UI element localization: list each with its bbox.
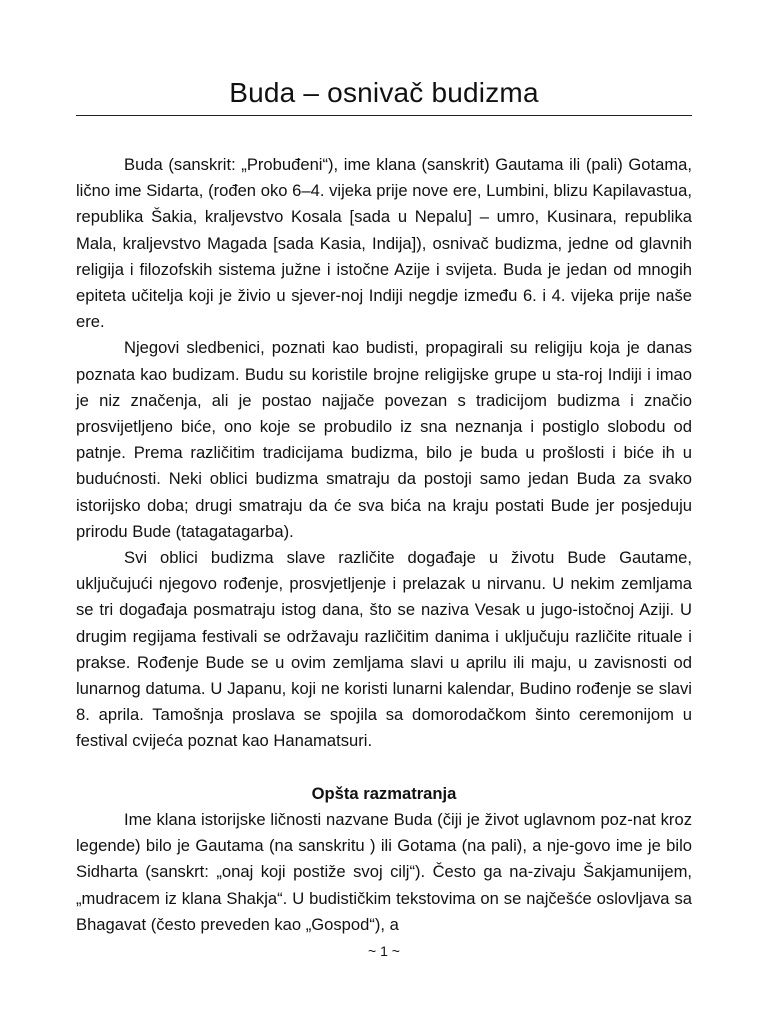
paragraph-1: Buda (sanskrit: „Probuđeni“), ime klana (sanskrit) Gautama ili (pali) Gotama, lično ime Sidarta, (rođen oko 6–4. vijeka prije nove ere, Lumbini, blizu Kapilavastua, republika Šakia, kraljevstvo Kosala [sada u Nepalu] – umro, Kusinara, republika Mala, kraljevstvo Magada [sada Kasia, Indija]), osnivač budizma, jedne od glavnih religija i filozofskih sistema južne i istočne Azije i svijeta. Buda je jedan od mnogih epiteta učitelja koji je živio u sjever-noj Indiji negdje između 6. i 4. vijeka prije naše ere. [76,155,692,332]
title-underline [76,115,692,116]
section-spacer [76,755,692,781]
paragraph-3: Svi oblici budizma slave različite događaje u životu Bude Gautame, uključujući njegovo rođenje, prosvjetljenje i prelazak u nirvanu. U nekim zemljama se tri događaja posmatraju istog dana, što se naziva Vesak u jugo-istočnoj Aziji. U drugim regijama festivali se održavaju različitim danima i uključuju različite rituale i prakse. Rođenje Bude se u ovim zemljama slavi u aprilu ili maju, u zavisnosti od lunarnog datuma. U Japanu, koji ne koristi lunarni kalendar, Budino rođenje se slavi 8. aprila. Tamošnja proslava se spojila sa domorodačkom šinto ceremonijom u festival cvijeća poznat kao Hanamatsuri. [76,548,692,751]
page-number: ~ 1 ~ [368,943,400,959]
section-heading: Opšta razmatranja [311,783,457,803]
page-title: Buda – osnivač budizma [229,77,539,108]
document-body [76,152,692,938]
document-page [76,0,692,1024]
section-paragraph-1: Ime klana istorijske ličnosti nazvane Buda (čiji je život uglavnom poz-nat kroz legende) bilo je Gautama (na sanskritu ) ili Gotama (na pali), a nje-govo ime je bilo Sidharta (sanskrt: „onaj koji postiže svoj cilj“). Često ga na-zivaju Šakjamunijem, „mudracem iz klana Shakja“. U budističkim tekstovima on se najčešće oslovljava sa Bhagavat (često preveden kao „Gospod“), a [76,810,692,934]
paragraph-2: Njegovi sledbenici, poznati kao budisti, propagirali su religiju koja je danas poznata kao budizam. Budu su koristile brojne religijske grupe u sta-roj Indiji i imao je niz značenja, ali je postao najjače povezan s tradicijom budizma i značio prosvijetljeno biće, ono koje se probudilo iz sna neznanja i postiglo slobodu od patnje. Prema različitim tradicijama budizma, bilo je buda u prošlosti i biće ih u budućnosti. Neki oblici budizma smatraju da postoji samo jedan Buda za svako istorijsko doba; drugi smatraju da će sva bića na kraju postati Bude jer posjeduju prirodu Bude (tatagatagarba). [76,338,692,541]
